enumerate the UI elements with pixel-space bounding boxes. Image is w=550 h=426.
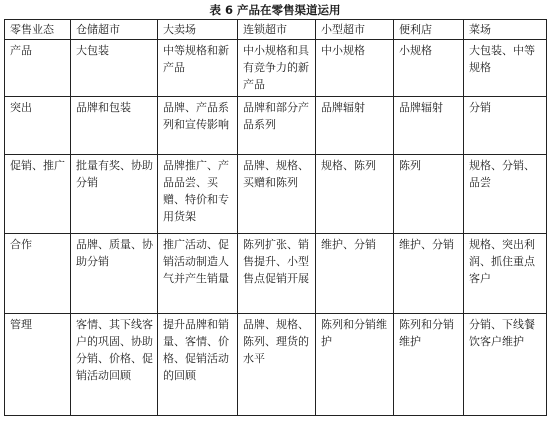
table-cell: 品牌和部分产品系列 <box>238 97 316 155</box>
table-cell: 规格、突出利润、抓住重点客户 <box>464 234 547 314</box>
header-cell-small: 小型超市 <box>316 20 394 40</box>
table-cell: 分销、下线餐饮客户维护 <box>464 314 547 416</box>
table-row <box>5 314 547 416</box>
header-cell-hypermarket: 大卖场 <box>158 20 238 40</box>
table-cell: 品牌辐射 <box>316 97 394 155</box>
table-cell: 品牌、产品系列和宣传影响 <box>158 97 238 155</box>
table-row <box>5 155 547 234</box>
header-cell-market: 菜场 <box>464 20 547 40</box>
header-row <box>5 20 547 40</box>
row-label: 管理 <box>5 314 71 416</box>
table-cell: 陈列 <box>394 155 464 234</box>
table-cell: 分销 <box>464 97 547 155</box>
table-cell: 大包装 <box>71 40 158 97</box>
table-row <box>5 97 547 155</box>
table-row <box>5 234 547 314</box>
table-cell: 陈列扩张、销售提升、小型售点促销开展 <box>238 234 316 314</box>
table-cell: 批量有奖、协助分销 <box>71 155 158 234</box>
table-cell: 品牌、质量、协助分销 <box>71 234 158 314</box>
header-cell-chain: 连锁超市 <box>238 20 316 40</box>
table-cell: 中等规格和新产品 <box>158 40 238 97</box>
table-caption: 表 6 产品在零售渠道运用 <box>209 3 341 17</box>
table-cell: 中小规格 <box>316 40 394 97</box>
table-cell: 提升品牌和销量、客情、价格、促销活动的回顾 <box>158 314 238 416</box>
row-label: 产品 <box>5 40 71 97</box>
table-cell: 品牌推广、产品品尝、买赠、特价和专用货架 <box>158 155 238 234</box>
table-cell: 中小规格和具有竞争力的新产品 <box>238 40 316 97</box>
row-label: 促销、推广 <box>5 155 71 234</box>
table-cell: 品牌辐射 <box>394 97 464 155</box>
row-label: 合作 <box>5 234 71 314</box>
table-cell: 大包装、中等规格 <box>464 40 547 97</box>
row-label: 突出 <box>5 97 71 155</box>
table-row <box>5 40 547 97</box>
header-cell-warehouse: 仓储超市 <box>71 20 158 40</box>
table-cell: 品牌、规格、买赠和陈列 <box>238 155 316 234</box>
table-cell: 客情、其下线客户的巩固、协助分销、价格、促销活动回顾 <box>71 314 158 416</box>
header-cell-format: 零售业态 <box>5 20 71 40</box>
retail-channel-table <box>4 19 547 416</box>
table-cell: 规格、分销、品尝 <box>464 155 547 234</box>
table-cell: 规格、陈列 <box>316 155 394 234</box>
table-cell: 品牌和包装 <box>71 97 158 155</box>
table-cell: 推广活动、促销活动制造人气并产生销量 <box>158 234 238 314</box>
table-cell: 陈列和分销维护 <box>394 314 464 416</box>
header-cell-convenience: 便利店 <box>394 20 464 40</box>
table-cell: 维护、分销 <box>394 234 464 314</box>
table-cell: 品牌、规格、陈列、理货的水平 <box>238 314 316 416</box>
table-cell: 陈列和分销维护 <box>316 314 394 416</box>
table-cell: 小规格 <box>394 40 464 97</box>
table-cell: 维护、分销 <box>316 234 394 314</box>
